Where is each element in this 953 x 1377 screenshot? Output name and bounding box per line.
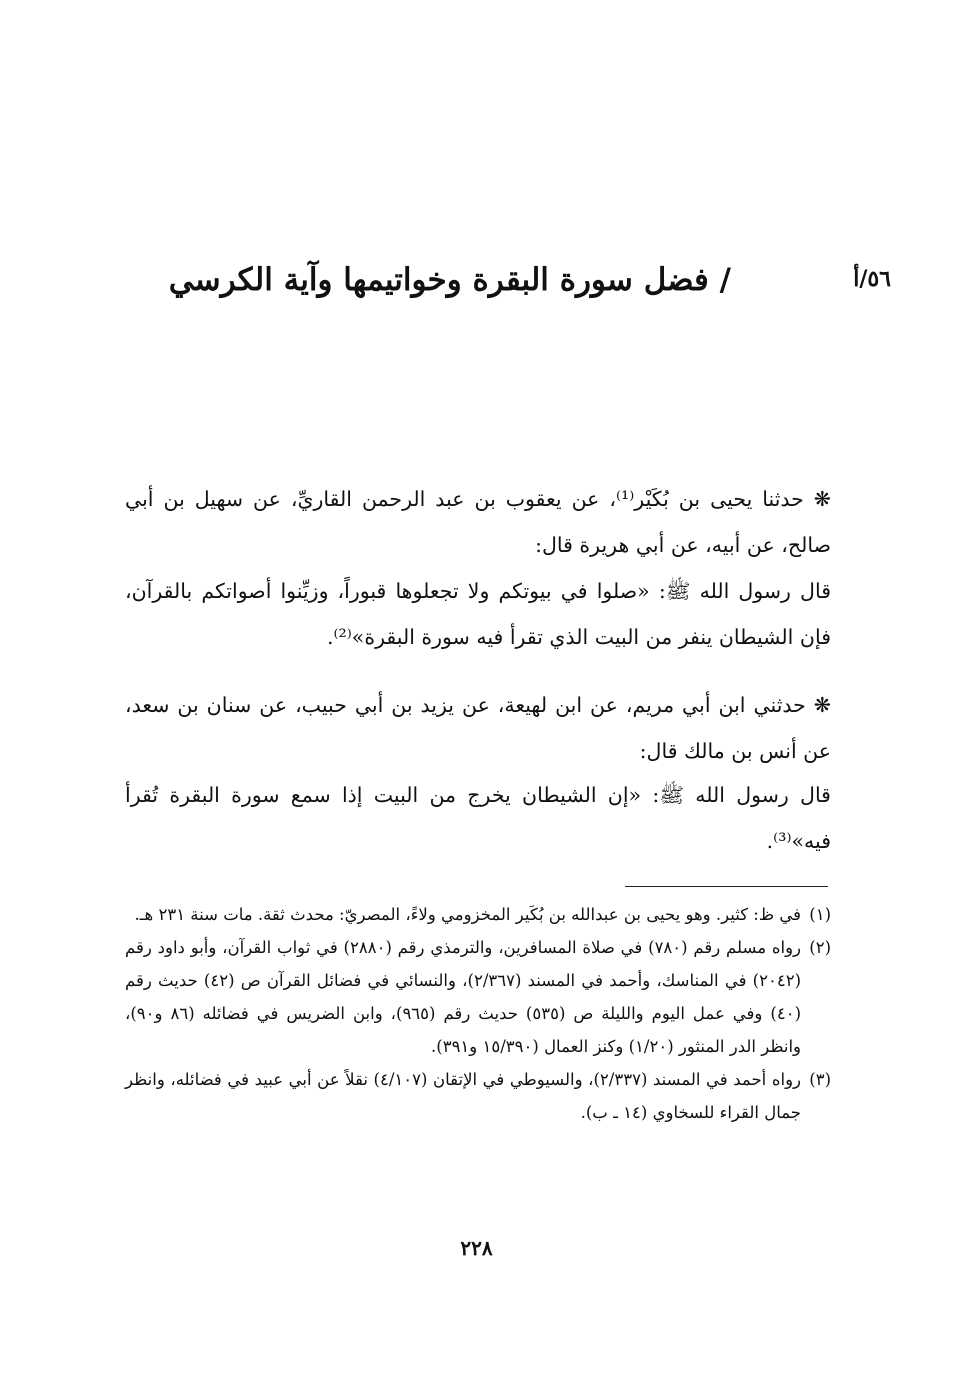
footnote-number: (٣) [809, 1070, 831, 1089]
footnote-number: (٢) [809, 938, 831, 957]
folio-marker: ٥٦/أ [853, 266, 891, 292]
footnote-2 [125, 931, 831, 1063]
footnote-separator [625, 886, 828, 887]
footnote-text: رواه مسلم رقم (٧٨٠) في صلاة المسافرين، والترمذي رقم (٢٨٨٠) في ثواب القرآن، وأبو داود رقم (٢٠٤٢) في المناسك، وأحمد في المسند (٢/٣٦٧)، والنسائي في فضائل القرآن ص (٤٢) حديث رقم (٤٠) وفي عمل اليوم والليلة ص (٥٣٥) حديث رقم (٩٦٥)، وابن الضريس في فضائله (٨٦ و٩٠)، وانظر الدر المنثور (١/٢٠) وكنز العمال (١٥/٣٩٠ و٣٩١). [125, 938, 802, 1056]
footnotes [125, 898, 831, 1129]
page-number: ٢٢٨ [460, 1236, 493, 1260]
hadith-text-2: قال رسول الله ﷺ: «إن الشيطان يخرج من البيت إذا سمع سورة البقرة تُقرأ فيه»⁽³⁾. [125, 783, 831, 853]
footnote-3 [125, 1063, 831, 1129]
hadith-chain-1: ❋ حدثنا يحيى بن بُكَيْر⁽¹⁾، عن يعقوب بن عبد الرحمن القاريِّ، عن سهيل بن أبي صالح، عن أبيه، عن أبي هريرة قال: [125, 487, 831, 557]
footnote-number: (١) [809, 905, 831, 924]
chapter-title: / فضل سورة البقرة وخواتيمها وآية الكرسي [168, 262, 731, 298]
hadith-text-1: قال رسول الله ﷺ: «صلوا في بيوتكم ولا تجعلوها قبوراً، وزيِّنوا أصواتكم بالقرآن، فإن الشيطان ينفر من البيت الذي تقرأ فيه سورة البقرة»⁽²⁾. [125, 579, 831, 649]
footnote-text: رواه أحمد في المسند (٢/٣٣٧)، والسيوطي في الإتقان (٤/١٠٧) نقلاً عن أبي عبيد في فضائله، وانظر جمال القراء للسخاوي (١٤ ـ ب). [125, 1070, 801, 1122]
footnote-1 [125, 898, 831, 931]
footnote-text: في ظ: كثير. وهو يحيى بن عبدالله بن بُكَير المخزومي ولاءً، المصريّ: محدث ثقة. مات سنة ٢٣١ هـ. [134, 905, 801, 924]
hadith-chain-2: ❋ حدثني ابن أبي مريم، عن ابن لهيعة، عن يزيد بن أبي حبيب، عن سنان بن سعد، عن أنس بن مالك قال: [125, 693, 831, 763]
